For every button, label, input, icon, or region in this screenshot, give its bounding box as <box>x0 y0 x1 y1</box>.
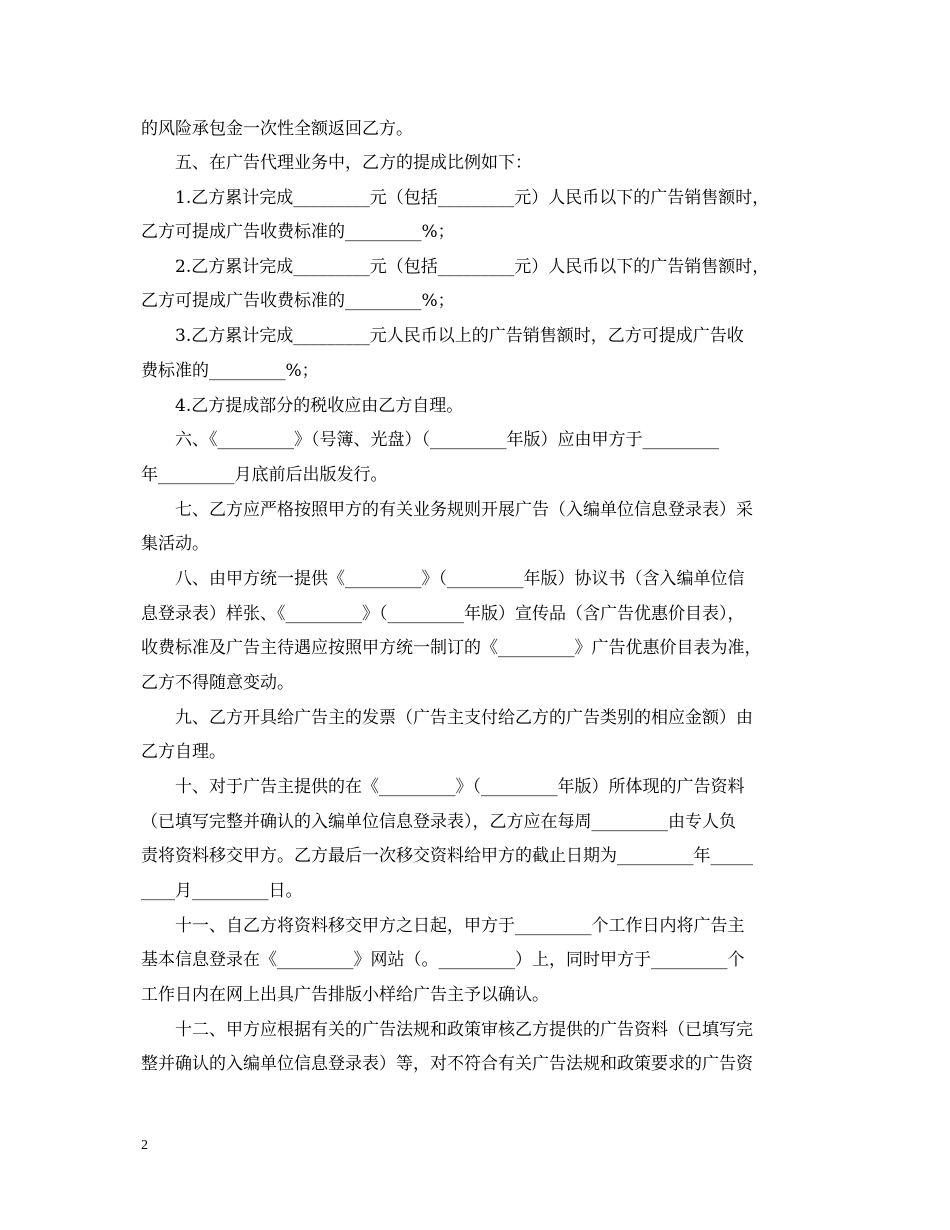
text-line: 2.乙方累计完成_________元（包括_________元）人民币以下的广告销售额时， <box>175 257 770 277</box>
text-line: 十、对于广告主提供的在《_________》（_________年版）所体现的广告资料 <box>175 777 745 797</box>
text-line: 乙方不得随意变动。 <box>141 673 294 693</box>
text-line: 责将资料移交甲方。乙方最后一次移交资料给甲方的截止日期为_________年_____ <box>141 846 753 866</box>
text-line: 九、乙方开具给广告主的发票（广告主支付给乙方的广告类别的相应金额）由 <box>175 708 753 728</box>
text-line: 乙方自理。 <box>141 742 226 762</box>
page-number: 2 <box>141 1138 148 1153</box>
text-line: 五、在广告代理业务中，乙方的提成比例如下： <box>175 153 532 173</box>
text-line: 息登录表）样张、《_________》（_________年版）宣传品（含广告优惠价目表）， <box>141 604 745 624</box>
text-line: 集活动。 <box>141 534 209 554</box>
text-line: 整并确认的入编单位信息登录表）等，对不符合有关广告法规和政策要求的广告资 <box>141 1054 753 1074</box>
text-line: 八、由甲方统一提供《_________》（_________年版）协议书（含入编单位信 <box>175 569 745 589</box>
text-line: 1.乙方累计完成_________元（包括_________元）人民币以下的广告销售额时， <box>175 188 770 208</box>
text-line: 六、《_________》（号簿、光盘）（_________年版）应由甲方于_________ <box>175 430 719 450</box>
text-line: 4.乙方提成部分的税收应由乙方自理。 <box>175 396 464 416</box>
text-line: 3.乙方累计完成_________元人民币以上的广告销售额时，乙方可提成广告收 <box>175 326 744 346</box>
text-line: 七、乙方应严格按照甲方的有关业务规则开展广告（入编单位信息登录表）采 <box>175 500 753 520</box>
text-line: （已填写完整并确认的入编单位信息登录表），乙方应在每周_________由专人负 <box>141 812 736 832</box>
text-line: 工作日内在网上出具广告排版小样给广告主予以确认。 <box>141 985 549 1005</box>
text-line: 乙方可提成广告收费标准的_________%； <box>141 291 455 311</box>
text-line: ____月_________日。 <box>141 881 303 901</box>
text-line: 收费标准及广告主待遇应按照甲方统一制订的《_________》广告优惠价目表为准， <box>141 638 762 658</box>
text-line: 年_________月底前后出版发行。 <box>141 465 388 485</box>
text-line: 十二、甲方应根据有关的广告法规和政策审核乙方提供的广告资料（已填写完 <box>175 1020 753 1040</box>
text-line: 基本信息登录在《_________》网站（。_________）上，同时甲方于_________个 <box>141 950 745 970</box>
text-line: 十一、自乙方将资料移交甲方之日起，甲方于_________个工作日内将广告主 <box>175 916 745 936</box>
text-line: 费标准的_________%； <box>141 361 319 381</box>
text-line: 乙方可提成广告收费标准的_________%； <box>141 222 455 242</box>
text-line: 的风险承包金一次性全额返回乙方。 <box>141 119 413 139</box>
